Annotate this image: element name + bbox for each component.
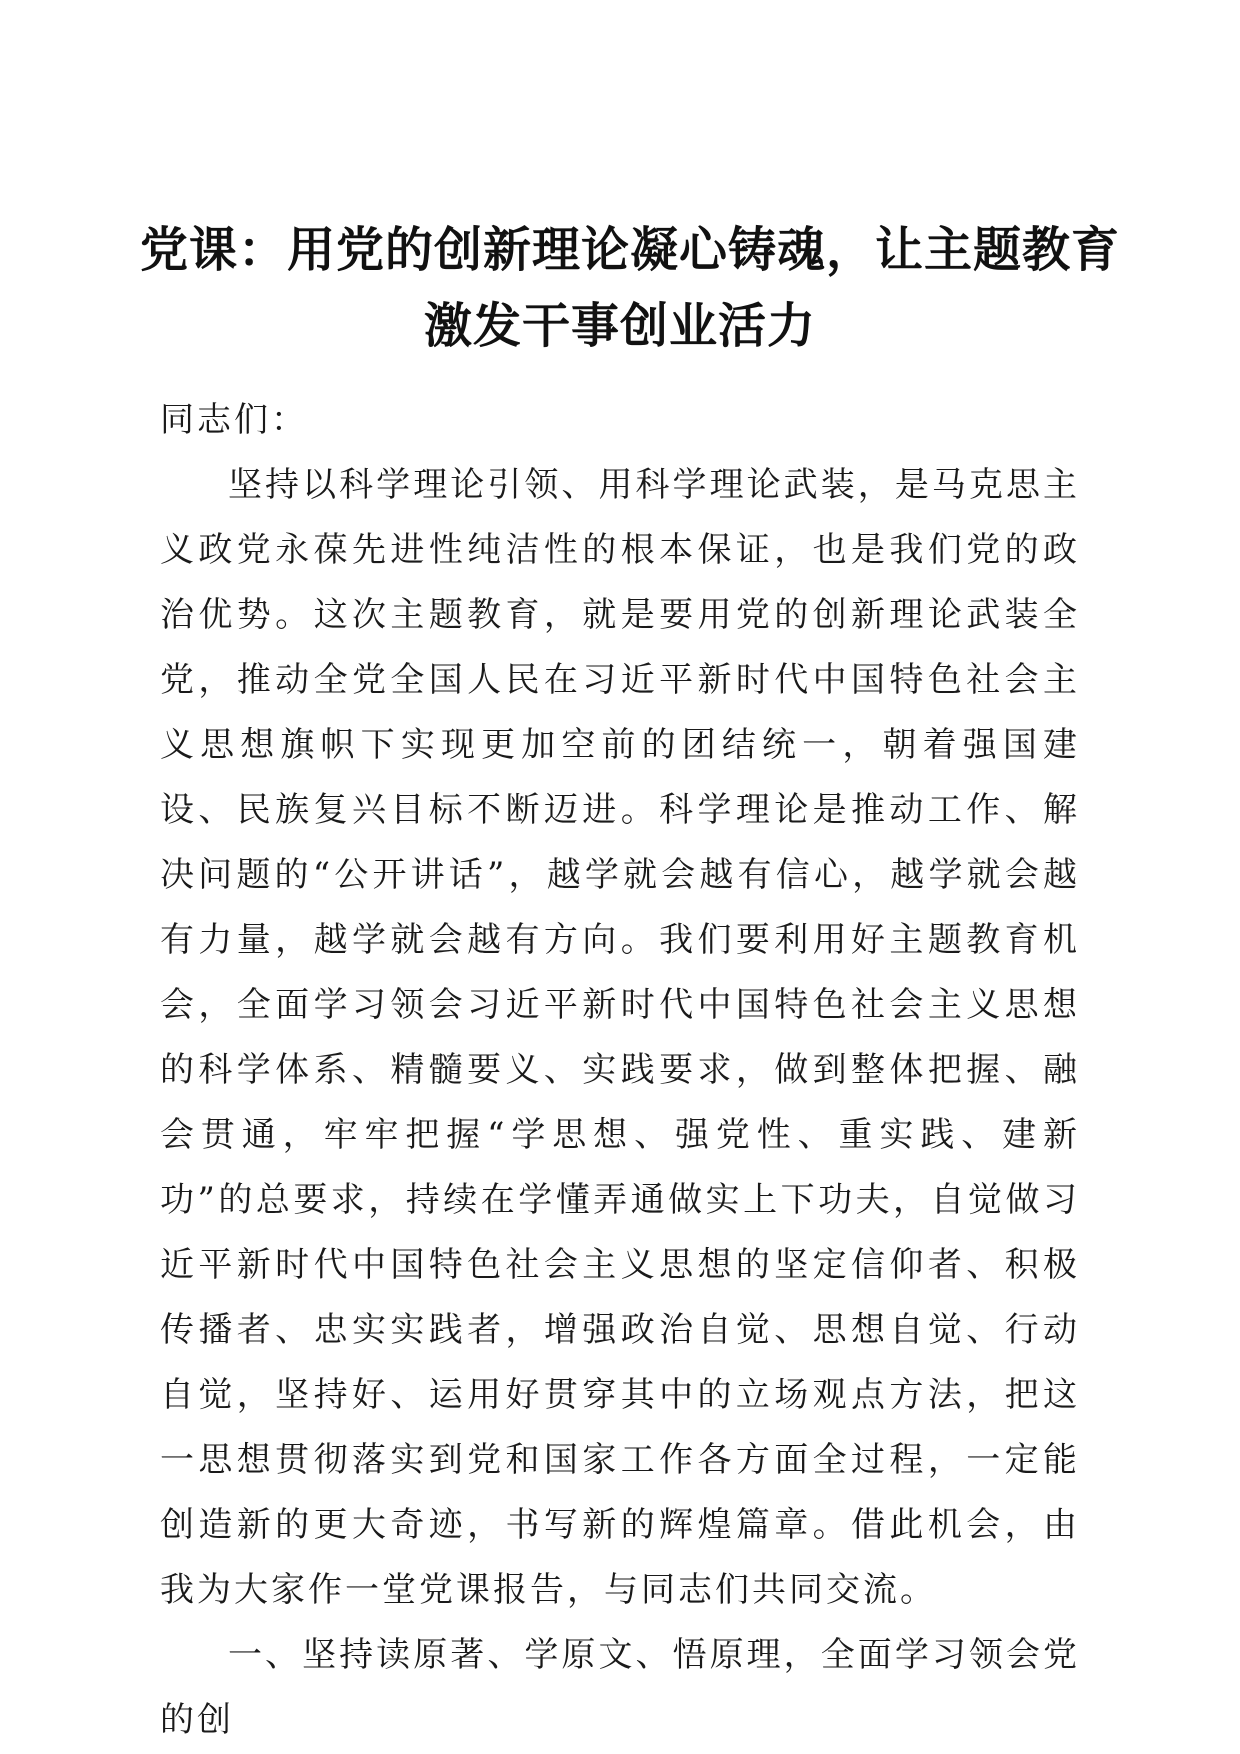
document-body — [160, 388, 1080, 1753]
paragraph-intro: 坚持以科学理论引领、用科学理论武装，是马克思主义政党永葆先进性纯洁性的根本保证，也是我们党的政治优势。这次主题教育，就是要用党的创新理论武装全党，推动全党全国人民在习近平新时代中国特色社会主义思想旗帜下实现更加空前的团结统一，朝着强国建设、民族复兴目标不断迈进。科学理论是推动工作、解决问题的“公开讲话”，越学就会越有信心，越学就会越有力量，越学就会越有方向。我们要利用好主题教育机会，全面学习领会习近平新时代中国特色社会主义思想的科学体系、精髓要义、实践要求，做到整体把握、融会贯通，牢牢把握“学思想、强党性、重实践、建新功”的总要求，持续在学懂弄通做实上下功夫，自觉做习近平新时代中国特色社会主义思想的坚定信仰者、积极传播者、忠实实践者，增强政治自觉、思想自觉、行动自觉，坚持好、运用好贯穿其中的立场观点方法，把这一思想贯彻落实到党和国家工作各方面全过程，一定能创造新的更大奇迹，书写新的辉煌篇章。借此机会，由我为大家作一堂党课报告，与同志们共同交流。 — [160, 465, 1080, 1610]
title-line-2: 激发干事创业活力 — [423, 298, 816, 354]
title-line-1: 党课：用党的创新理论凝心铸魂，让主题教育 — [140, 222, 1121, 278]
section-heading-1: 一、坚持读原著、学原文、悟原理，全面学习领会党的创 — [160, 1635, 1080, 1740]
document-title — [140, 212, 1121, 364]
greeting: 同志们： — [160, 400, 308, 440]
